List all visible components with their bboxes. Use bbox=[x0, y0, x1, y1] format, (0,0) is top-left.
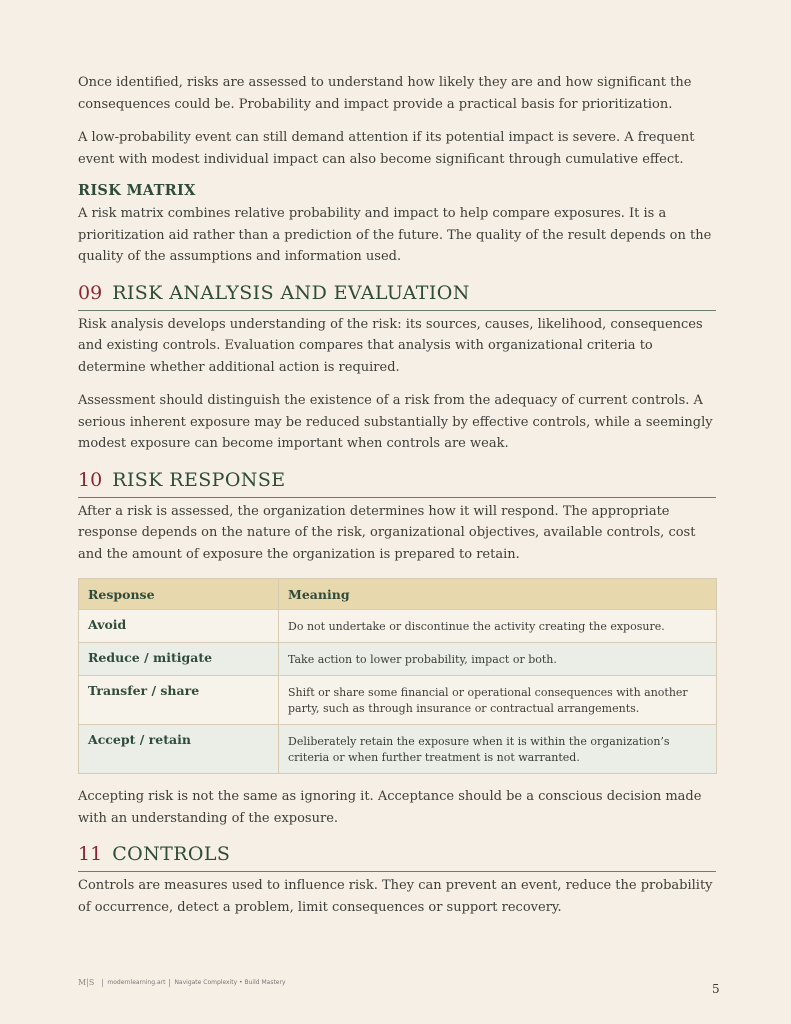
table-row bbox=[79, 676, 717, 725]
section-09-paragraph-2: Assessment should distinguish the existence of a risk from the adequacy of current controls. A serious inherent exposure may be reduced substantially by effective controls, while a seemingly modest exposure can become important when controls are weak. bbox=[78, 393, 713, 451]
section-title: CONTROLS bbox=[112, 843, 231, 865]
section-09-paragraph-1: Risk analysis develops understanding of the risk: its sources, causes, likelihood, consequences and existing controls. Evaluation compares that analysis with organizational criteria to determine whether additional action is required. bbox=[78, 316, 703, 375]
response-cell: Avoid bbox=[79, 610, 279, 643]
intro-paragraph-1: Once identified, risks are assessed to understand how likely they are and how significant the consequences could be. Probability and impact provide a practical basis for prioritization. bbox=[78, 75, 692, 112]
table-header-row bbox=[79, 579, 717, 610]
section-title: RISK ANALYSIS AND EVALUATION bbox=[112, 281, 470, 304]
section-11-paragraph-1: Controls are measures used to influence risk. They can prevent an event, reduce the probability of occurrence, detect a problem, limit consequences or support recovery. bbox=[78, 878, 713, 915]
section-number: 11 bbox=[78, 843, 103, 865]
risk-matrix-heading: RISK MATRIX bbox=[78, 182, 196, 199]
meaning-cell: Take action to lower probability, impact or both. bbox=[279, 643, 717, 676]
meaning-cell: Deliberately retain the exposure when it is within the organization’s criteria or when further treatment is not warranted. bbox=[279, 725, 717, 774]
meaning-cell: Shift or share some financial or operational consequences with another party, such as through insurance or contractual arrangements. bbox=[279, 676, 717, 725]
response-cell: Reduce / mitigate bbox=[79, 643, 279, 676]
column-header-response: Response bbox=[79, 579, 279, 610]
section-number: 09 bbox=[78, 281, 103, 304]
risk-matrix-paragraph: A risk matrix combines relative probability and impact to help compare exposures. It is a prioritization aid rather than a prediction of the future. The quality of the result depends on the quality of the assumptions and information used. bbox=[78, 206, 712, 264]
page-content bbox=[78, 72, 716, 918]
section-number: 10 bbox=[78, 468, 103, 491]
section-09-heading bbox=[78, 282, 716, 311]
footer-divider bbox=[102, 979, 103, 987]
table-row bbox=[79, 725, 717, 774]
section-10-paragraph-2: Accepting risk is not the same as ignoring it. Acceptance should be a conscious decision made with an understanding of the exposure. bbox=[78, 789, 702, 826]
response-cell: Accept / retain bbox=[79, 725, 279, 774]
table-row bbox=[79, 643, 717, 676]
footer-site: modernlearning.art bbox=[107, 979, 166, 986]
intro-paragraph-2: A low-probability event can still demand attention if its potential impact is severe. A frequent event with modest individual impact can also become significant through cumulative effect. bbox=[78, 130, 695, 167]
table-row bbox=[79, 610, 717, 643]
footer-divider bbox=[169, 979, 170, 987]
meaning-cell: Do not undertake or discontinue the activity creating the exposure. bbox=[279, 610, 717, 643]
page-number: 5 bbox=[712, 982, 720, 996]
section-10-paragraph-1: After a risk is assessed, the organization determines how it will respond. The appropriate response depends on the nature of the risk, organizational objectives, available controls, cost and the amount of exposure the organization is prepared to retain. bbox=[78, 503, 696, 562]
risk-response-table bbox=[78, 578, 717, 774]
page-footer bbox=[78, 978, 286, 987]
footer-tagline: Navigate Complexity • Build Mastery bbox=[174, 979, 286, 986]
column-header-meaning: Meaning bbox=[279, 579, 717, 610]
section-11-heading bbox=[78, 843, 716, 872]
section-title: RISK RESPONSE bbox=[112, 468, 286, 491]
brand-logo: M|S bbox=[78, 978, 95, 987]
section-10-heading bbox=[78, 469, 716, 498]
response-cell: Transfer / share bbox=[79, 676, 279, 725]
